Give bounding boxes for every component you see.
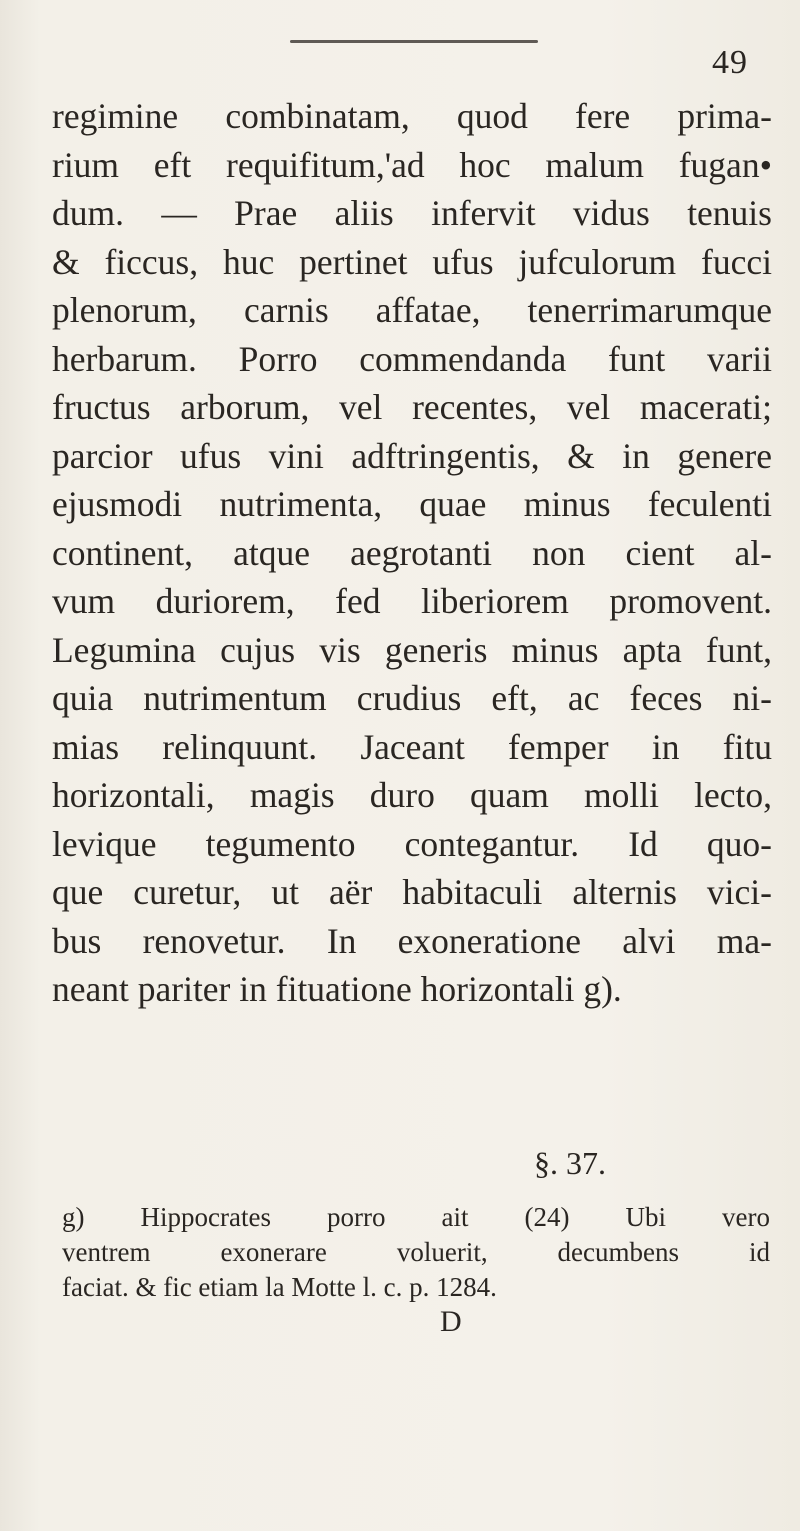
body-line: dum. — Prae aliis infervit vidus tenuis (52, 193, 772, 233)
footnote-line: faciat. & fic etiam la Motte l. c. p. 1284. (62, 1272, 497, 1302)
body-line: levique tegumento contegantur. Id quo- (52, 823, 772, 864)
body-line: parcior ufus vini adftringentis, & in genere (52, 435, 772, 476)
body-line: bus renovetur. In exoneratione alvi ma- (52, 920, 772, 961)
body-line: fructus arborum, vel recentes, vel macerati; (52, 387, 772, 427)
body-line: rium eft requifitum,'ad hoc malum fugan• (52, 144, 772, 185)
body-line: mias relinquunt. Jaceant femper in fitu (52, 726, 772, 767)
body-line: ejusmodi nutrimenta, quae minus feculenti (52, 484, 772, 524)
body-line: plenorum, carnis affatae, tenerrimarumque (52, 290, 772, 330)
body-line: regimine combinatam, quod fere prima- (52, 96, 772, 136)
body-line: horizontali, magis duro quam molli lecto, (52, 775, 772, 815)
signature-mark: D (440, 1305, 462, 1338)
body-line: vum duriorem, fed liberiorem promovent. (52, 581, 772, 621)
footnote-line: ventrem exonerare voluerit, decumbens id (62, 1237, 770, 1267)
section-mark: §. 37. (534, 1145, 606, 1181)
body-line: herbarum. Porro commendanda funt varii (52, 338, 772, 379)
body-line: quia nutrimentum crudius eft, ac feces ni- (52, 678, 772, 718)
body-line: continent, atque aegrotanti non cient al- (52, 532, 772, 573)
page-number: 49 (712, 44, 748, 81)
footnote-line: g) Hippocrates porro ait (24) Ubi vero (62, 1202, 770, 1232)
body-line: & ficcus, huc pertinet ufus jufculorum fucci (52, 241, 772, 282)
body-line: que curetur, ut aër habitaculi alternis vici- (52, 872, 772, 912)
body-text (52, 92, 772, 1014)
body-line: Legumina cujus vis generis minus apta funt, (52, 629, 772, 670)
footnote (62, 1200, 770, 1305)
header-rule (290, 40, 538, 43)
body-line: neant pariter in fituatione horizontali g). (52, 969, 622, 1009)
